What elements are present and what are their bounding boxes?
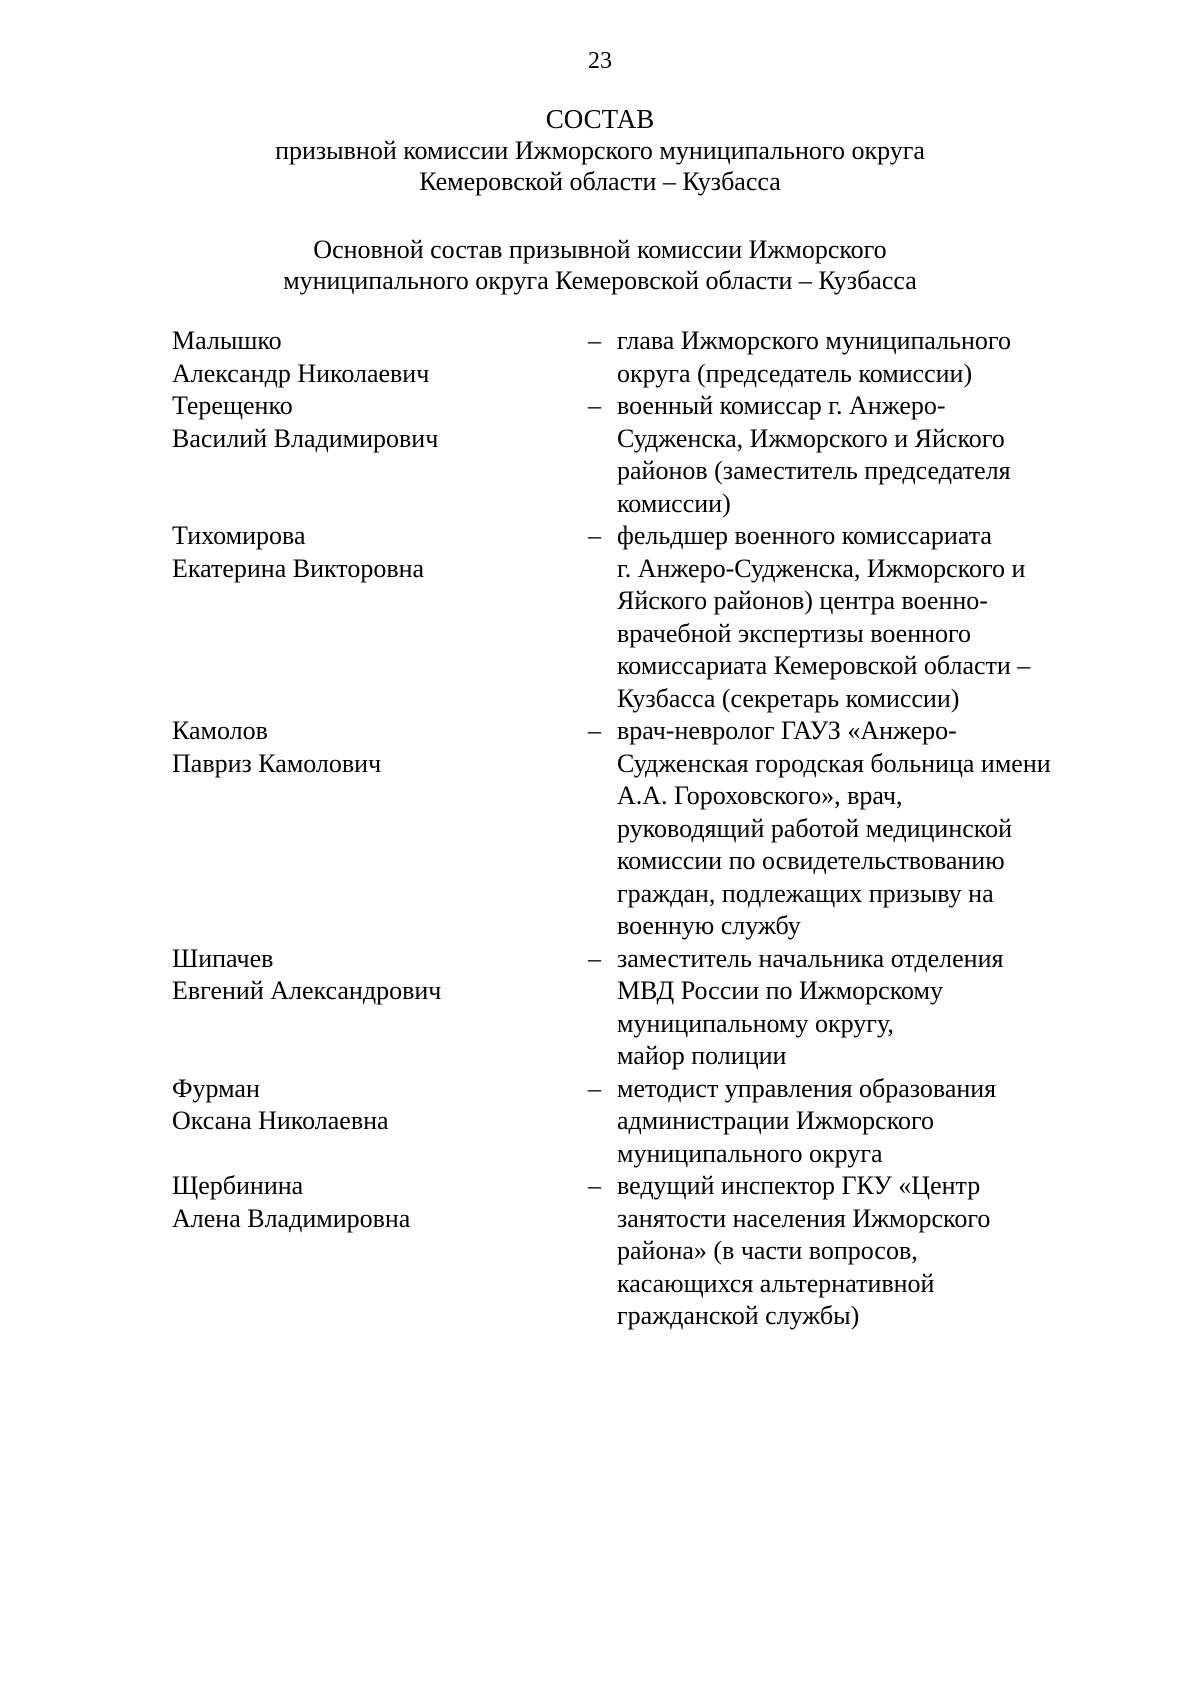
- member-role-line: занятости населения Ижморского: [617, 1203, 991, 1233]
- member-row: [172, 715, 1112, 943]
- member-dash: –: [588, 1073, 601, 1103]
- member-role-line: комиссии по освидетельствованию: [617, 846, 1005, 875]
- member-role-line: фельдшер военного комиссариата: [617, 521, 992, 550]
- member-role: [617, 325, 1112, 390]
- member-role-line: майор полиции: [617, 1041, 787, 1070]
- member-dash: –: [588, 716, 601, 745]
- member-row: [172, 390, 1112, 520]
- member-role-line: Яйского районов) центра военно-: [617, 586, 988, 615]
- section-heading: [0, 234, 1200, 296]
- member-name: [172, 390, 572, 455]
- member-row: [172, 1170, 1112, 1333]
- member-surname: Тихомирова: [172, 521, 306, 550]
- member-role-line: военный комиссар г. Анжеро-: [617, 391, 946, 420]
- member-role-line: муниципальному округу,: [617, 1008, 894, 1038]
- member-name: [172, 943, 572, 1008]
- title-line-1: СОСТАВ: [545, 104, 655, 134]
- member-name: [172, 1073, 572, 1138]
- member-role: [617, 520, 1112, 715]
- member-dash: –: [588, 943, 601, 973]
- member-row: [172, 325, 1112, 390]
- member-role: [617, 1073, 1112, 1171]
- member-role-line: заместитель начальника отделения: [617, 943, 1004, 973]
- member-name: [172, 325, 572, 390]
- member-given-names: Оксана Николаевна: [172, 1106, 389, 1135]
- member-row: [172, 520, 1112, 715]
- member-role: [617, 715, 1112, 943]
- member-role-line: Кузбасса (секретарь комиссии): [617, 683, 960, 713]
- member-given-names: Евгений Александрович: [172, 976, 442, 1005]
- section-heading-line-1: Основной состав призывной комиссии Ижморского: [313, 235, 887, 264]
- member-role-line: комиссариата Кемеровской области –: [617, 651, 1031, 680]
- member-surname: Камолов: [172, 716, 268, 745]
- member-dash: –: [588, 1171, 601, 1200]
- document-title: [0, 104, 1200, 197]
- member-surname: Терещенко: [172, 391, 293, 420]
- member-role-line: округа (председатель комиссии): [617, 358, 973, 388]
- member-surname: Щербинина: [172, 1171, 304, 1200]
- member-role-line: г. Анжеро-Судженска, Ижморского и: [617, 553, 1026, 583]
- member-role-line: врачебной экспертизы военного: [617, 618, 972, 648]
- title-line-2: призывной комиссии Ижморского муниципального округа: [275, 136, 925, 165]
- member-role-line: А.А. Гороховского», врач,: [617, 781, 903, 810]
- member-name: [172, 1170, 572, 1235]
- member-role-line: района» (в части вопросов,: [617, 1236, 918, 1265]
- member-role-line: МВД России по Ижморскому: [617, 976, 943, 1005]
- member-role-line: администрации Ижморского: [617, 1106, 935, 1135]
- member-row: [172, 1073, 1112, 1171]
- page-number: 23: [588, 48, 612, 74]
- member-role-line: касающихся альтернативной: [617, 1268, 935, 1298]
- member-list: [172, 325, 1112, 1333]
- member-given-names: Алена Владимировна: [172, 1203, 411, 1233]
- member-dash: –: [588, 391, 601, 420]
- member-role-line: граждан, подлежащих призыву на: [617, 878, 994, 908]
- section-heading-line-2: муниципального округа Кемеровской области – Кузбасса: [283, 266, 917, 295]
- member-given-names: Василий Владимирович: [172, 423, 439, 453]
- member-name: [172, 715, 572, 780]
- member-role-line: комиссии): [617, 488, 731, 518]
- member-dash: –: [588, 521, 601, 550]
- member-given-names: Александр Николаевич: [172, 358, 430, 388]
- member-role-line: районов (заместитель председателя: [617, 456, 1011, 485]
- member-role-line: ведущий инспектор ГКУ «Центр: [617, 1171, 981, 1200]
- member-surname: Фурман: [172, 1073, 260, 1103]
- member-role-line: военную службу: [617, 911, 801, 940]
- member-dash: –: [588, 326, 601, 355]
- member-name: [172, 520, 572, 585]
- member-surname: Малышко: [172, 326, 282, 355]
- member-role: [617, 943, 1112, 1073]
- member-role-line: глава Ижморского муниципального: [617, 326, 1011, 355]
- member-role-line: Судженска, Ижморского и Яйского: [617, 423, 1005, 453]
- member-given-names: Екатерина Викторовна: [172, 553, 425, 583]
- member-role-line: гражданской службы): [617, 1301, 860, 1330]
- member-role-line: муниципального округа: [617, 1138, 883, 1168]
- member-role-line: Судженская городская больница имени: [617, 748, 1051, 778]
- member-given-names: Павриз Камолович: [172, 748, 382, 778]
- member-surname: Шипачев: [172, 943, 274, 973]
- member-row: [172, 943, 1112, 1073]
- member-role-line: методист управления образования: [617, 1073, 997, 1103]
- member-role: [617, 390, 1112, 520]
- member-role-line: врач-невролог ГАУЗ «Анжеро-: [617, 716, 957, 745]
- member-role: [617, 1170, 1112, 1333]
- title-line-3: Кемеровской области – Кузбасса: [419, 167, 781, 196]
- member-role-line: руководящий работой медицинской: [617, 813, 1013, 843]
